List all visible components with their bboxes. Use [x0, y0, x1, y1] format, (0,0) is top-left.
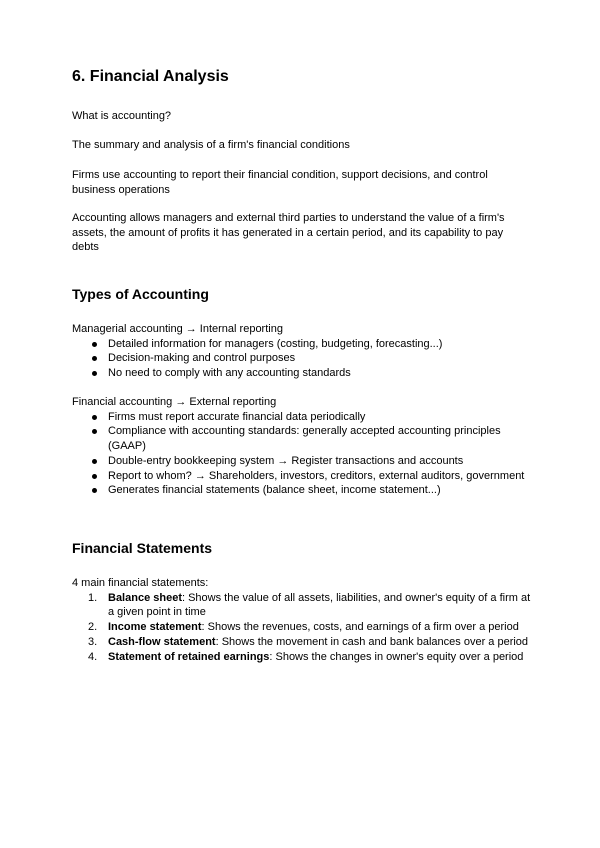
list-item	[72, 650, 532, 665]
item-desc: : Shows the changes in owner's equity over a period	[269, 650, 524, 663]
financial-label: Financial accounting → External reporting	[72, 396, 277, 408]
list-item: Report to whom? → Shareholders, investors, creditors, external auditors, government	[72, 469, 532, 484]
item-term: Balance sheet	[108, 591, 182, 604]
financial-list	[72, 410, 532, 498]
statements-list	[72, 591, 532, 665]
list-item	[72, 635, 532, 650]
list-item: Compliance with accounting standards: generally accepted accounting principles (GAAP)	[72, 424, 532, 453]
intro-paragraph-2: Accounting allows managers and external third parties to understand the value of a firm's assets, the amount of profits it has generated in a certain period, and its capability to pay debts	[72, 212, 505, 254]
intro-question: What is accounting?	[72, 110, 172, 122]
list-item: Firms must report accurate financial data periodically	[72, 410, 532, 425]
financial-section	[72, 395, 532, 498]
item-desc: : Shows the revenues, costs, and earnings of a firm over a period	[201, 621, 519, 634]
item-number: 2.	[88, 621, 98, 634]
statements-intro: 4 main financial statements:	[72, 577, 209, 589]
list-item: Detailed information for managers (costing, budgeting, forecasting...)	[72, 337, 532, 352]
item-term: Income statement	[108, 621, 202, 634]
list-item	[72, 591, 532, 620]
statements-heading: Financial Statements	[72, 540, 213, 556]
item-number: 1.	[88, 591, 98, 604]
managerial-label: Managerial accounting → Internal reporting	[72, 323, 283, 335]
page-title: 6. Financial Analysis	[72, 68, 229, 85]
types-heading: Types of Accounting	[72, 286, 209, 302]
list-item: Decision-making and control purposes	[72, 351, 532, 366]
item-desc: : Shows the value of all assets, liabilities, and owner's equity of a firm at a given point in time	[108, 591, 531, 619]
list-item	[72, 620, 532, 635]
intro-definition: The summary and analysis of a firm's financial conditions	[72, 139, 350, 151]
item-term: Statement of retained earnings	[108, 650, 270, 663]
list-item: Double-entry bookkeeping system → Register transactions and accounts	[72, 454, 532, 469]
managerial-section	[72, 322, 532, 381]
item-number: 4.	[88, 650, 98, 663]
intro-paragraph-1: Firms use accounting to report their financial condition, support decisions, and control business operations	[72, 169, 488, 196]
list-item: No need to comply with any accounting standards	[72, 366, 532, 381]
item-number: 3.	[88, 635, 98, 648]
managerial-list	[72, 337, 532, 381]
item-desc: : Shows the movement in cash and bank balances over a period	[215, 635, 529, 648]
statements-section	[72, 576, 532, 664]
list-item: Generates financial statements (balance sheet, income statement...)	[72, 483, 532, 498]
item-term: Cash-flow statement	[108, 635, 216, 648]
